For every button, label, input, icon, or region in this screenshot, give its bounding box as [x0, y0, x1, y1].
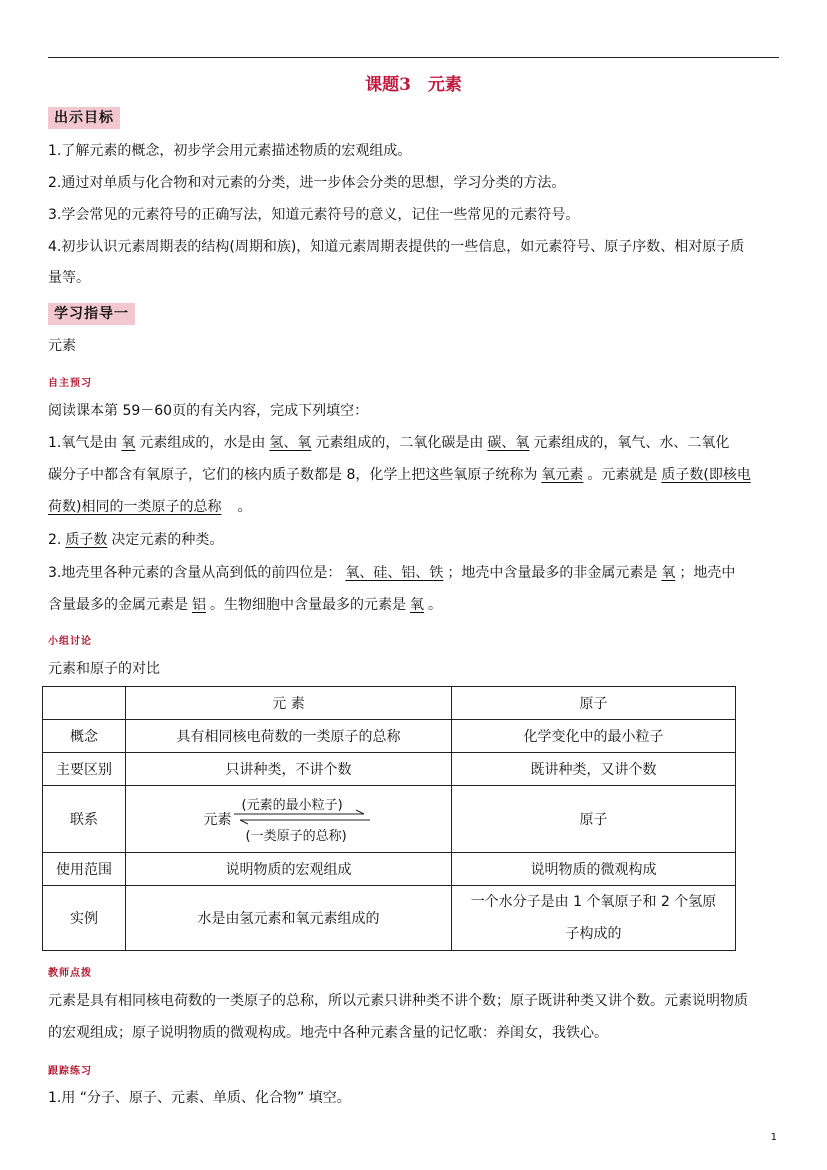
answer-blank: 氧、硅、铝、铁 [345, 565, 444, 581]
table-cell: 一个水分子是由 1 个氧原子和 2 个氢原子构成的 [452, 886, 736, 951]
section-heading: 元素 [48, 338, 76, 354]
table-row [43, 853, 736, 886]
relation-top-label: (元素的最小粒子) [241, 798, 343, 813]
table-cell [43, 687, 126, 720]
relation-left: 元素 [203, 812, 232, 828]
answer-blank: 荷数)相同的一类原子的总称 [48, 499, 222, 515]
question-3-line-2: 含量最多的金属元素是 铝 。生物细胞中含量最多的元素是 氧 。 [48, 597, 442, 613]
page-title: 课题3 元素 [365, 75, 462, 95]
section-tag-objectives: 出示目标 [48, 107, 120, 129]
row-label: 概念 [43, 720, 126, 753]
practice-question-1: 1.用 “分子、原子、元素、单质、化合物” 填空。 [48, 1090, 351, 1106]
row-label: 实例 [43, 886, 126, 951]
preview-tag: 自主预习 [48, 378, 92, 389]
relation-cell [126, 786, 452, 853]
objective-4-cont: 量等。 [48, 270, 90, 286]
answer-blank: 铝 [192, 597, 206, 613]
objective-2: 2.通过对单质与化合物和对元素的分类，进一步体会分类的思想，学习分类的方法。 [48, 175, 566, 191]
answer-blank: 质子数(即核电 [661, 467, 751, 483]
answer-blank: 质子数 [65, 532, 108, 548]
table-row [43, 886, 736, 951]
answer-blank: 氧 [121, 435, 136, 451]
tips-tag: 教师点拨 [48, 968, 92, 979]
question-1-line-3: 荷数)相同的一类原子的总称 。 [48, 499, 252, 515]
table-row [43, 786, 736, 853]
header-rule [48, 57, 779, 58]
table-cell: 水是由氢元素和氧元素组成的 [126, 886, 452, 951]
table-cell: 化学变化中的最小粒子 [452, 720, 736, 753]
comparison-table [42, 686, 736, 951]
table-cell: 只讲种类，不讲个数 [126, 753, 452, 786]
question-2: 2. 质子数 决定元素的种类。 [48, 532, 224, 548]
preview-intro: 阅读课本第 59－60页的有关内容，完成下列填空： [48, 403, 369, 419]
objective-1: 1.了解元素的概念，初步学会用元素描述物质的宏观组成。 [48, 143, 412, 159]
table-cell: 具有相同核电荷数的一类原子的总称 [126, 720, 452, 753]
table-row [43, 753, 736, 786]
table-header-row [43, 687, 736, 720]
relation-diagram [204, 792, 374, 842]
discussion-tag: 小组讨论 [48, 636, 92, 647]
table-header-atom: 原子 [452, 687, 736, 720]
answer-blank: 氧 [410, 597, 424, 613]
section-tag-guide: 学习指导一 [48, 303, 135, 325]
row-label: 使用范围 [43, 853, 126, 886]
answer-blank: 氧 [661, 565, 676, 581]
question-1-line-1: 1.氧气是由 氧 元素组成的，水是由 氢、氧 元素组成的，二氧化碳是由 碳、氧 元素组成的，氧气、水、二氧化 [48, 435, 730, 451]
table-cell: 既讲种类，又讲个数 [452, 753, 736, 786]
table-header-element: 元 素 [126, 687, 452, 720]
relation-bottom-label: (一类原子的总称) [245, 829, 347, 844]
objective-3: 3.学会常见的元素符号的正确写法，知道元素符号的意义，记住一些常见的元素符号。 [48, 207, 580, 223]
question-3-line-1: 3.地壳里各种元素的含量从高到低的前四位是： 氧、硅、铝、铁 ；地壳中含量最多的非金属元素是 氧 ；地壳中 [48, 565, 736, 581]
tips-line-1: 元素是具有相同核电荷数的一类原子的总称，所以元素只讲种类不讲个数；原子既讲种类又讲个数。元素说明物质 [48, 993, 748, 1009]
row-label: 联系 [43, 786, 126, 853]
table-cell: 说明物质的微观构成 [452, 853, 736, 886]
answer-blank: 氧元素 [541, 467, 584, 483]
tips-line-2: 的宏观组成；原子说明物质的微观构成。地壳中各种元素含量的记忆歌：养闺女，我铁心。 [48, 1025, 608, 1041]
table-caption: 元素和原子的对比 [48, 661, 160, 677]
table-cell: 原子 [452, 786, 736, 853]
answer-blank: 氢、氧 [269, 435, 312, 451]
row-label: 主要区别 [43, 753, 126, 786]
objective-4: 4.初步认识元素周期表的结构(周期和族)，知道元素周期表提供的一些信息，如元素符号、原子序数、相对原子质 [48, 239, 745, 255]
question-1-line-2: 碳分子中都含有氧原子，它们的核内质子数都是 8，化学上把这些氧原子统称为 氧元素 。元素就是 质子数(即核电 [48, 466, 783, 484]
table-cell: 说明物质的宏观组成 [126, 853, 452, 886]
answer-blank: 碳、氧 [487, 435, 530, 451]
table-row [43, 720, 736, 753]
practice-tag: 跟踪练习 [48, 1066, 92, 1077]
page-number: 1 [770, 1132, 777, 1143]
